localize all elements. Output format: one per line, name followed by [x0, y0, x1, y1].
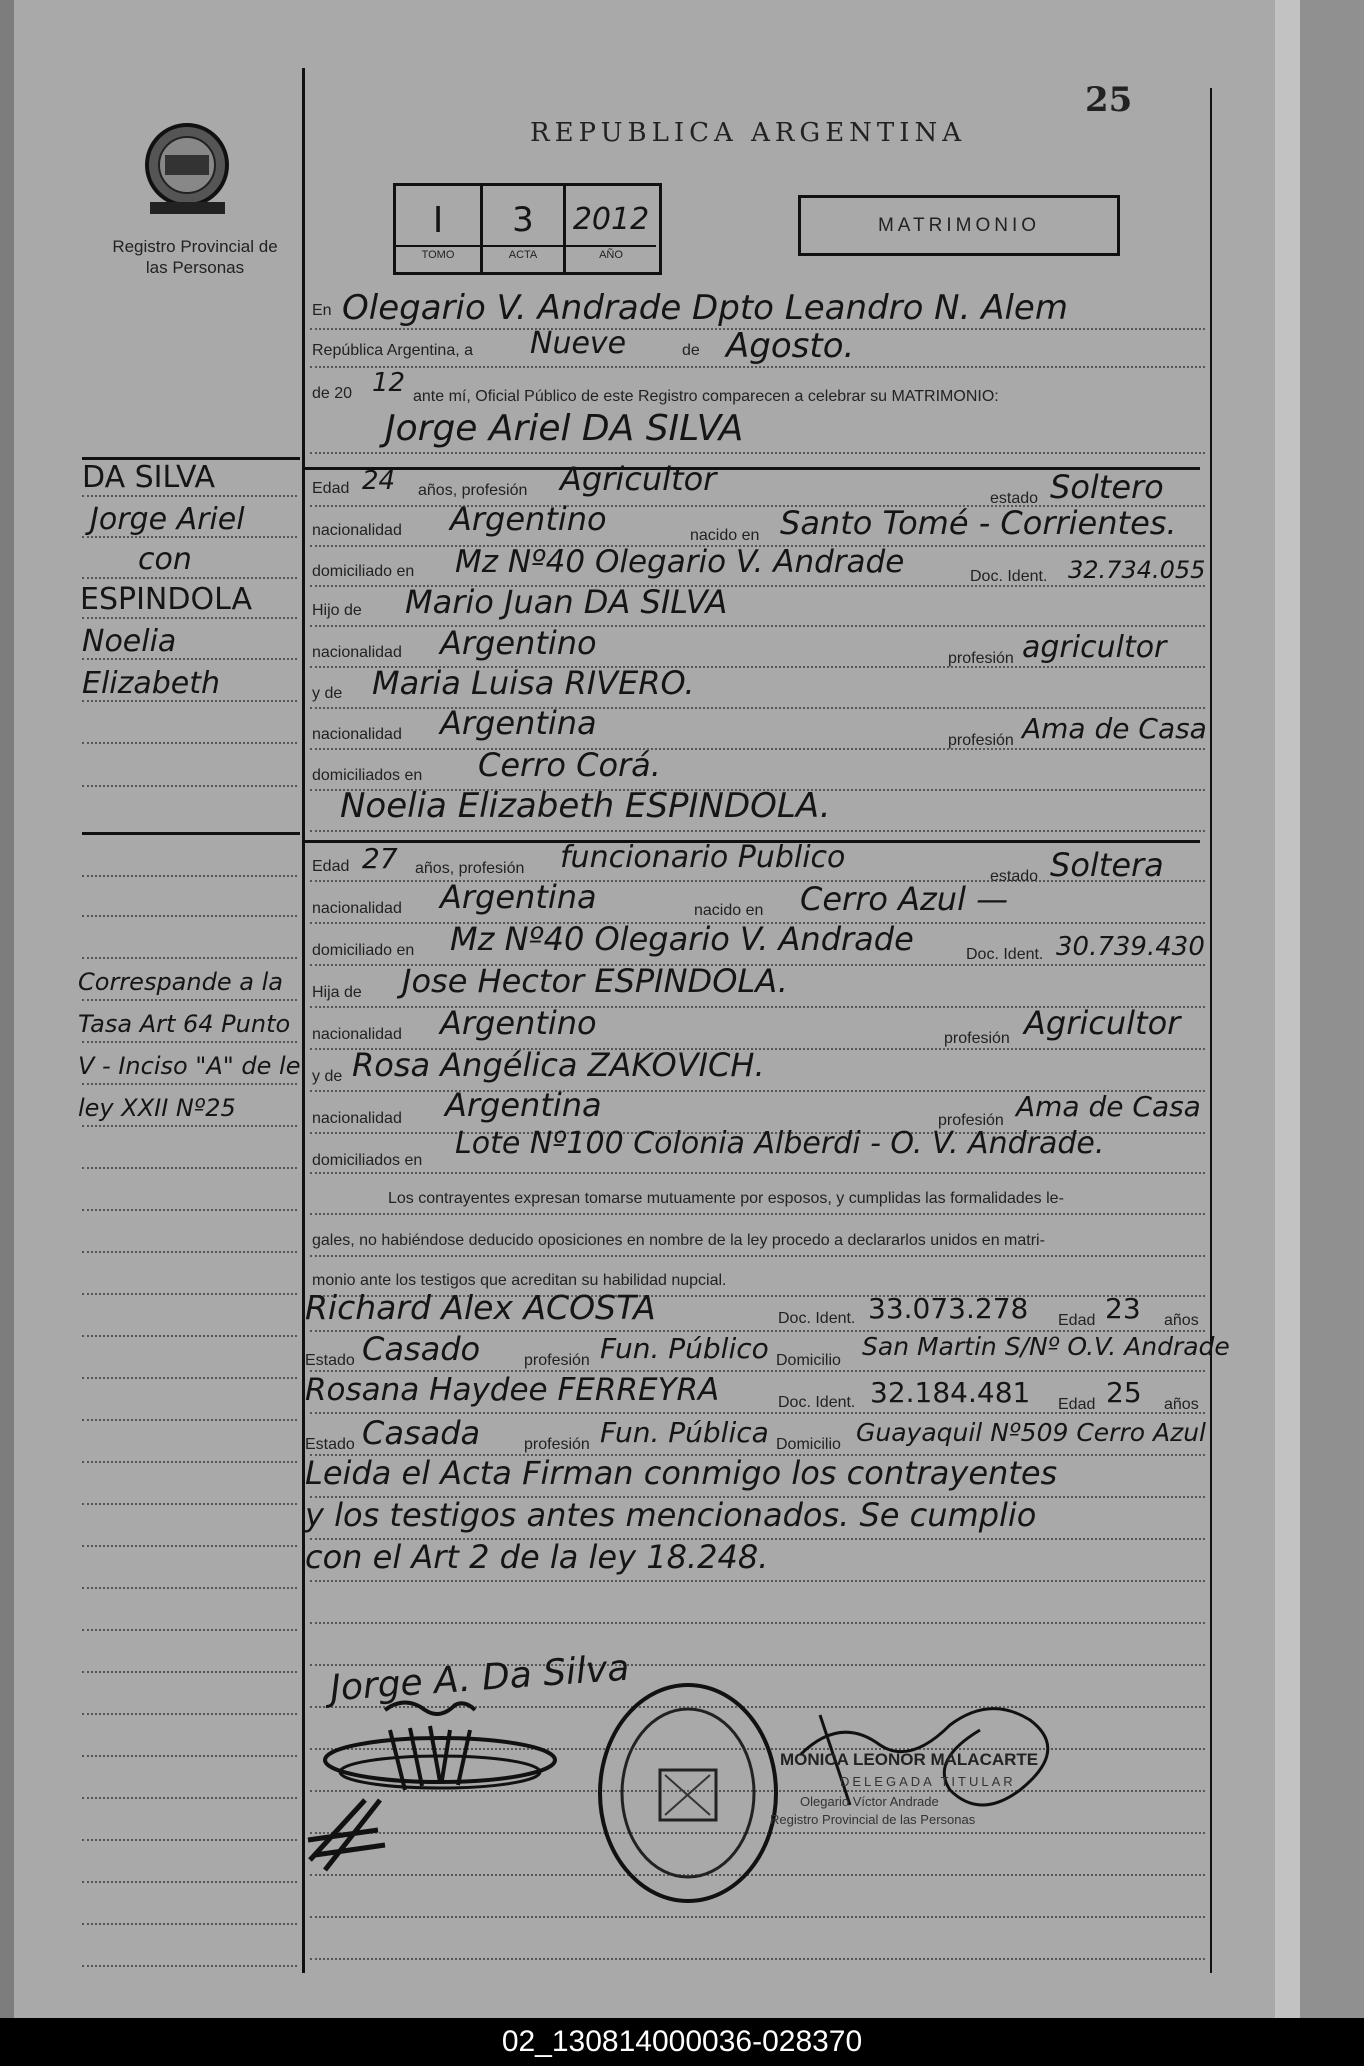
- margin-name-line: DA SILVA: [82, 460, 216, 495]
- acta-value: 3: [512, 200, 534, 240]
- witness1-name: Richard Alex ACOSTA: [305, 1288, 656, 1327]
- anos-prof-label: años, profesión: [418, 482, 528, 499]
- rule: [82, 1335, 297, 1337]
- doc-label: Doc. Ident.: [778, 1310, 856, 1327]
- rule: [82, 1419, 297, 1421]
- estado-label: Estado: [305, 1436, 355, 1453]
- prof-label: profesión: [944, 1030, 1010, 1047]
- groom-age: 24: [362, 466, 396, 496]
- witness2-doc: 32.184.481: [870, 1376, 1031, 1409]
- rule: [82, 577, 297, 579]
- margin-line: [302, 68, 305, 1973]
- rule: [82, 1293, 297, 1295]
- margin-note-line: V - Inciso "A" de le: [78, 1052, 301, 1080]
- groom-nationality: Argentino: [450, 500, 607, 538]
- rule: [82, 785, 297, 787]
- en-label: En: [312, 302, 332, 319]
- witness2-profession: Fun. Pública: [600, 1416, 769, 1449]
- anos-label: años: [1164, 1396, 1199, 1413]
- registry-seal-icon: [140, 120, 235, 218]
- bride-name: Noelia Elizabeth ESPINDOLA.: [340, 786, 831, 826]
- witness2-age: 25: [1106, 1376, 1142, 1409]
- nacido-label: nacido en: [690, 527, 760, 544]
- rule: [82, 915, 297, 917]
- nac-label: nacionalidad: [312, 522, 402, 539]
- official-stamp-line: Olegario Víctor Andrade: [800, 1794, 939, 1809]
- bride-father-nationality: Argentino: [440, 1004, 597, 1042]
- bride-address: Mz Nº40 Olegario V. Andrade: [450, 920, 914, 958]
- rule: [82, 1545, 297, 1547]
- rule: [82, 1755, 297, 1757]
- margin-name-line: Noelia: [82, 624, 177, 659]
- anio-label: AÑO: [599, 249, 623, 261]
- page-number: 25: [1085, 80, 1133, 120]
- rule: [82, 1797, 297, 1799]
- witness2-name: Rosana Haydee FERREYRA: [305, 1372, 720, 1408]
- nac-label: nacionalidad: [312, 900, 402, 917]
- groom-father: Mario Juan DA SILVA: [405, 583, 728, 621]
- tomo-label: TOMO: [421, 249, 455, 261]
- doc-label: Doc. Ident.: [966, 946, 1044, 963]
- official-stamp-line: MONICA LEONOR MALACARTE: [780, 1750, 1039, 1769]
- rule: [82, 1587, 297, 1589]
- tomo-value: I: [432, 200, 444, 241]
- rule: [310, 366, 1205, 368]
- rule: [82, 658, 297, 660]
- edad-label: Edad: [312, 480, 350, 497]
- bride-age: 27: [362, 842, 398, 875]
- page-right-shadow: [1300, 0, 1364, 2018]
- rule: [82, 999, 297, 1001]
- bride-mother-profession: Ama de Casa: [1016, 1090, 1201, 1123]
- rule: [310, 452, 1205, 454]
- year-prefix: de 20: [312, 385, 353, 402]
- groom-parents-address: Cerro Corá.: [478, 746, 661, 784]
- rule: [82, 1713, 297, 1715]
- page-left-edge: [0, 0, 14, 2018]
- groom-doc: 32.734.055: [1068, 556, 1206, 584]
- dom-label: domiciliado en: [312, 563, 415, 580]
- margin-note-line: ley XXII Nº25: [78, 1094, 236, 1122]
- estado-label: Estado: [305, 1352, 355, 1369]
- doms-label: domiciliados en: [312, 767, 423, 784]
- month-value: Agosto.: [726, 326, 855, 366]
- rule: [310, 1580, 1205, 1582]
- prof-label: profesión: [524, 1436, 590, 1453]
- witness2-address: Guayaquil Nº509 Cerro Azul: [856, 1418, 1206, 1447]
- edad-label: Edad: [312, 858, 350, 875]
- republica-label: República Argentina, a: [312, 342, 473, 359]
- statement: ante mí, Oficial Público de este Registro comparecen a celebrar su MATRIMONIO:: [413, 388, 999, 405]
- witness1-estado: Casado: [362, 1330, 481, 1368]
- margin-note-line: Correspande a la: [78, 968, 283, 996]
- anos-prof-label: años, profesión: [415, 860, 525, 877]
- round-seal-icon: [590, 1675, 790, 1915]
- bride-parents-address: Lote Nº100 Colonia Alberdi - O. V. Andrade.: [455, 1126, 1105, 1161]
- rule: [82, 1167, 297, 1169]
- scan-id-footer: 02_130814000036-028370: [0, 2018, 1364, 2066]
- estado-label: estado: [990, 868, 1039, 885]
- rule: [82, 1377, 297, 1379]
- hija-label: Hija de: [312, 984, 362, 1001]
- witness1-address: San Martin S/Nº O.V. Andrade: [862, 1332, 1230, 1361]
- de-label: de: [682, 342, 700, 359]
- doc-label: Doc. Ident.: [970, 568, 1048, 585]
- margin-note-line: Tasa Art 64 Punto: [78, 1010, 291, 1038]
- groom-mother: Maria Luisa RIVERO.: [372, 664, 695, 702]
- bride-nationality: Argentina: [440, 878, 597, 916]
- closing-line: y los testigos antes mencionados. Se cumplio: [305, 1496, 1037, 1534]
- groom-mother-nationality: Argentina: [440, 704, 597, 742]
- groom-estado: Soltero: [1050, 468, 1164, 506]
- bride-father: Jose Hector ESPINDOLA.: [402, 962, 788, 1000]
- groom-address: Mz Nº40 Olegario V. Andrade: [455, 544, 905, 580]
- groom-father-profession: agricultor: [1022, 630, 1167, 665]
- declaration-line: gales, no habiéndose deducido oposiciones en nombre de la ley procedo a declararlos unidos en matri-: [312, 1232, 1045, 1249]
- margin-name-line: Elizabeth: [82, 666, 221, 701]
- rule: [82, 1881, 297, 1883]
- bride-doc: 30.739.430: [1056, 932, 1205, 962]
- groom-birthplace: Santo Tomé - Corrientes.: [780, 504, 1177, 542]
- rule: [310, 1916, 1205, 1918]
- box-label-divider: [393, 245, 656, 247]
- rule: [82, 1503, 297, 1505]
- rule: [82, 742, 297, 744]
- rule: [82, 1461, 297, 1463]
- doc-label: Doc. Ident.: [778, 1394, 856, 1411]
- rule: [82, 536, 297, 538]
- rule: [82, 1209, 297, 1211]
- witness2-estado: Casada: [362, 1414, 481, 1452]
- rule: [310, 1172, 1205, 1174]
- yde-label: y de: [312, 685, 343, 702]
- rule: [82, 1251, 297, 1253]
- nac-label: nacionalidad: [312, 726, 402, 743]
- rule: [310, 1958, 1205, 1960]
- place-value: Olegario V. Andrade Dpto Leandro N. Alem: [342, 288, 1068, 328]
- record-type: MATRIMONIO: [877, 215, 1041, 236]
- declaration-line: Los contrayentes expresan tomarse mutuamente por esposos, y cumplidas las formalidades le-: [388, 1190, 1064, 1207]
- yde-label: y de: [312, 1068, 343, 1085]
- bride-profession: funcionario Publico: [560, 840, 846, 875]
- section-rule: [82, 832, 300, 835]
- prof-label: profesión: [524, 1352, 590, 1369]
- edad-label: Edad: [1058, 1396, 1096, 1413]
- nac-label: nacionalidad: [312, 644, 402, 661]
- declaration-line: monio ante los testigos que acreditan su habilidad nupcial.: [312, 1272, 727, 1289]
- estado-label: estado: [990, 490, 1039, 507]
- rule: [310, 1213, 1205, 1215]
- rule: [82, 1839, 297, 1841]
- acta-label: ACTA: [508, 249, 538, 261]
- rule: [82, 875, 297, 877]
- witness1-profession: Fun. Público: [600, 1332, 769, 1365]
- groom-signature: Jorge A. Da Silva: [328, 1647, 631, 1710]
- dom-label: domiciliado en: [312, 942, 415, 959]
- groom-father-nationality: Argentino: [440, 624, 597, 662]
- margin-name-line: Jorge Ariel: [90, 502, 245, 537]
- rule: [82, 1671, 297, 1673]
- edad-label: Edad: [1058, 1312, 1096, 1329]
- record-type-box: [798, 195, 1120, 256]
- bride-mother-nationality: Argentina: [445, 1086, 602, 1124]
- rule: [82, 1083, 297, 1085]
- groom-profession: Agricultor: [560, 460, 717, 498]
- bride-estado: Soltera: [1050, 846, 1164, 884]
- rule: [82, 617, 297, 619]
- nac-label: nacionalidad: [312, 1110, 402, 1127]
- rule: [82, 1965, 297, 1967]
- prof-label: profesión: [948, 650, 1014, 667]
- day-value: Nueve: [530, 326, 627, 361]
- anio-value: 2012: [572, 202, 650, 237]
- groom-name: Jorge Ariel DA SILVA: [385, 408, 744, 449]
- dom-label: Domicilio: [776, 1352, 841, 1369]
- prof-label: profesión: [938, 1112, 1004, 1129]
- margin-name-line: ESPINDOLA: [80, 582, 253, 617]
- nac-label: nacionalidad: [312, 1026, 402, 1043]
- bride-mother: Rosa Angélica ZAKOVICH.: [352, 1046, 765, 1084]
- bride-father-profession: Agricultor: [1024, 1004, 1181, 1042]
- registry-name: Registro Provincial de las Personas: [112, 237, 278, 277]
- rule: [82, 957, 297, 959]
- prof-label: profesión: [948, 732, 1014, 749]
- rule: [310, 1255, 1205, 1257]
- bride-birthplace: Cerro Azul —: [800, 880, 1009, 918]
- official-stamp-line: Registro Provincial de las Personas: [770, 1812, 976, 1827]
- right-border-line: [1210, 88, 1212, 1973]
- year-suffix: 12: [372, 368, 406, 398]
- rule: [310, 748, 1205, 750]
- groom-mother-profession: Ama de Casa: [1022, 712, 1207, 745]
- nacido-label: nacido en: [694, 902, 764, 919]
- dom-label: Domicilio: [776, 1436, 841, 1453]
- rule: [82, 1923, 297, 1925]
- rule: [82, 495, 297, 497]
- hijo-label: Hijo de: [312, 602, 362, 619]
- closing-line: con el Art 2 de la ley 18.248.: [305, 1538, 769, 1576]
- rule: [82, 1125, 297, 1127]
- signatures-scribble: [300, 1690, 600, 1880]
- closing-line: Leida el Acta Firman conmigo los contrayentes: [305, 1454, 1058, 1492]
- anos-label: años: [1164, 1312, 1199, 1329]
- rule: [310, 1622, 1205, 1624]
- official-stamp-line: DELEGADA TITULAR: [840, 1774, 1016, 1789]
- rule: [310, 830, 1205, 832]
- margin-name-line: con: [138, 542, 192, 577]
- doms-label: domiciliados en: [312, 1152, 423, 1169]
- country-title: REPUBLICA ARGENTINA: [530, 118, 967, 148]
- witness1-doc: 33.073.278: [868, 1292, 1029, 1325]
- witness1-age: 23: [1105, 1292, 1141, 1325]
- rule: [82, 700, 297, 702]
- rule: [82, 1629, 297, 1631]
- rule: [82, 1041, 297, 1043]
